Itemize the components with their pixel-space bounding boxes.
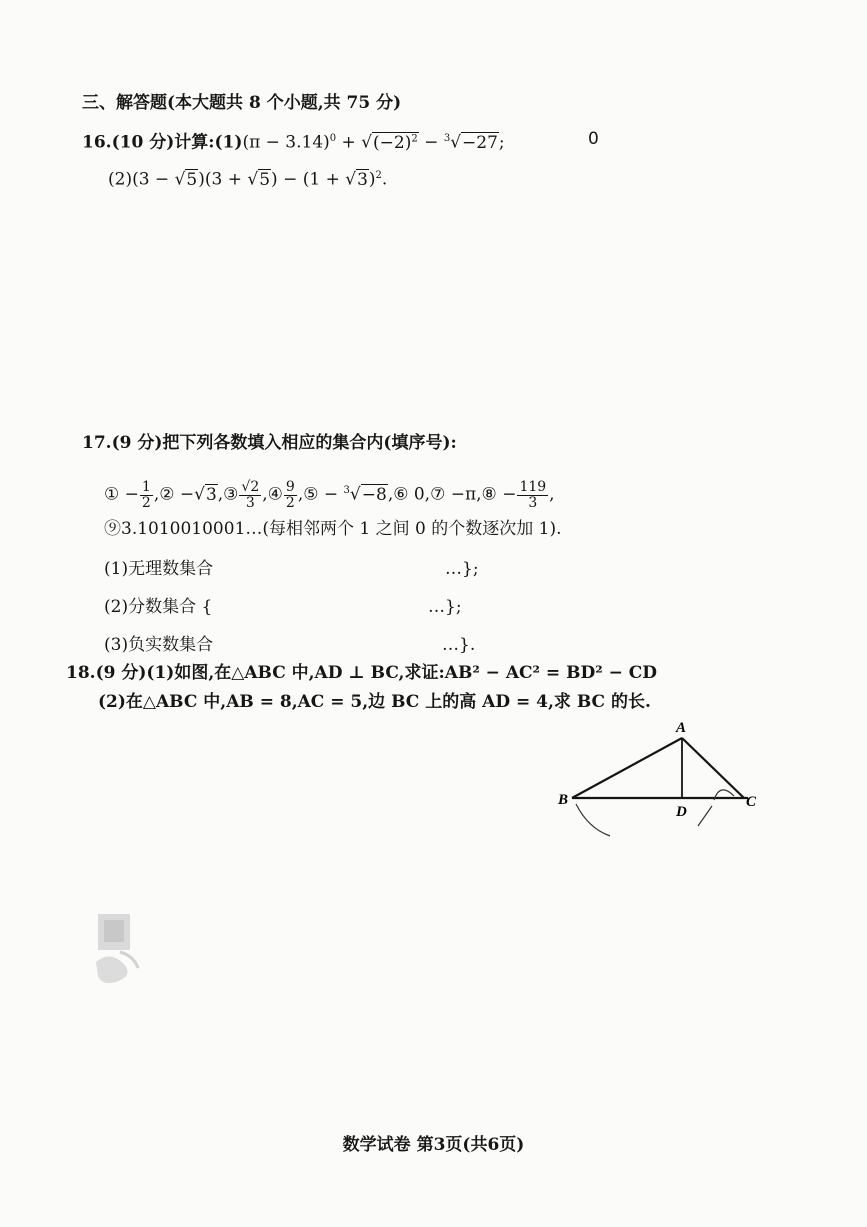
- question-17-head: 17.(9 分)把下列各数填入相应的集合内(填序号):: [82, 433, 457, 453]
- set-negative-label: (3)负实数集合: [104, 635, 214, 655]
- label-a: A: [676, 720, 687, 736]
- set-fraction-label: (2)分数集合 {: [104, 597, 213, 617]
- q16-radicand: $(-2)^2$: [373, 132, 418, 153]
- construction-arc-b: [576, 804, 610, 836]
- q16-part2-a: (2)(3 − √: [108, 169, 186, 190]
- set-irrational-end: …};: [445, 559, 479, 579]
- number-9: ⑨3.1010010001…(每相邻两个 1 之间 0 的个数逐次加 1).: [104, 519, 562, 539]
- number-5-radicand: −8: [361, 484, 387, 505]
- segment-ac: [682, 738, 744, 798]
- number-5-root: √: [349, 484, 361, 505]
- numbers-6-8: ,⑥ 0,⑦ −π,⑧ −: [387, 484, 517, 505]
- q16-part2-d: ): [368, 169, 376, 190]
- label-d: D: [676, 804, 687, 820]
- q16-part2-r2: 5: [259, 169, 271, 190]
- faded-stamp: [90, 906, 146, 992]
- handwritten-mark: 0: [588, 129, 599, 149]
- q16-part2-r3: 3: [357, 169, 368, 190]
- q16-part2-end: .: [381, 169, 388, 190]
- q16-cube-index: 3: [443, 133, 451, 144]
- q16-term-1: (π − 3.14): [242, 132, 330, 153]
- q16-part2-r1: 5: [186, 169, 198, 190]
- question-16-head: 16.(10 分)计算:(1): [82, 132, 243, 153]
- fraction-root2-over-3: $\frac{√2}{3}$: [241, 478, 260, 511]
- question-16-line-2: [108, 165, 387, 191]
- number-2-radicand: 3: [205, 484, 217, 505]
- question-17-numbers: [104, 474, 555, 512]
- number-5-prefix: ,⑤ −: [297, 484, 344, 505]
- set-irrational-label: (1)无理数集合: [104, 559, 214, 579]
- section-title: 三、解答题(本大题共 8 个小题,共 75 分): [82, 93, 402, 113]
- number-4-prefix: ,④: [262, 484, 283, 505]
- q16-part2-c: ) − (1 + √: [271, 169, 357, 190]
- page-footer: 数学试卷 第3页(共6页): [342, 1135, 525, 1155]
- q16-part2-b: )(3 + √: [198, 169, 259, 190]
- number-1-prefix: ① −: [104, 484, 139, 505]
- fraction-nine-halves: $\frac{9}{2}$: [285, 478, 295, 511]
- q16-minus: −: [418, 132, 444, 153]
- number-5-index: 3: [343, 485, 350, 496]
- q16-part2-exp: 2: [375, 170, 382, 181]
- label-b: B: [558, 792, 569, 808]
- q16-plus-sqrt: + √: [336, 132, 373, 153]
- number-3-prefix: ,③: [217, 484, 239, 505]
- label-c: C: [746, 794, 757, 810]
- segment-ab: [572, 738, 682, 798]
- number-8-end: ,: [549, 484, 555, 505]
- fraction-one-half: $\frac{1}{2}$: [141, 478, 151, 511]
- question-18-line-1: 18.(9 分)(1)如图,在△ABC 中,AD ⊥ BC,求证:AB² − AC² = BD² − CD: [66, 663, 657, 683]
- q16-cube-radicand: −27: [462, 132, 498, 153]
- q16-line-end: ;: [498, 132, 505, 153]
- question-16-line-1: [82, 128, 505, 154]
- q16-root-sign: √: [450, 132, 462, 153]
- number-2: ,② −√: [153, 484, 205, 505]
- fraction-119-thirds: $\frac{119}{3}$: [519, 478, 547, 511]
- construction-tick: [698, 806, 712, 826]
- set-fraction-end: …};: [428, 597, 462, 617]
- set-negative-end: …}.: [442, 635, 476, 655]
- q16-exponent-0: 0: [329, 133, 337, 144]
- question-18-line-2: (2)在△ABC 中,AB = 8,AC = 5,边 BC 上的高 AD = 4,求 BC 的长.: [98, 692, 651, 712]
- triangle-figure: [548, 712, 768, 842]
